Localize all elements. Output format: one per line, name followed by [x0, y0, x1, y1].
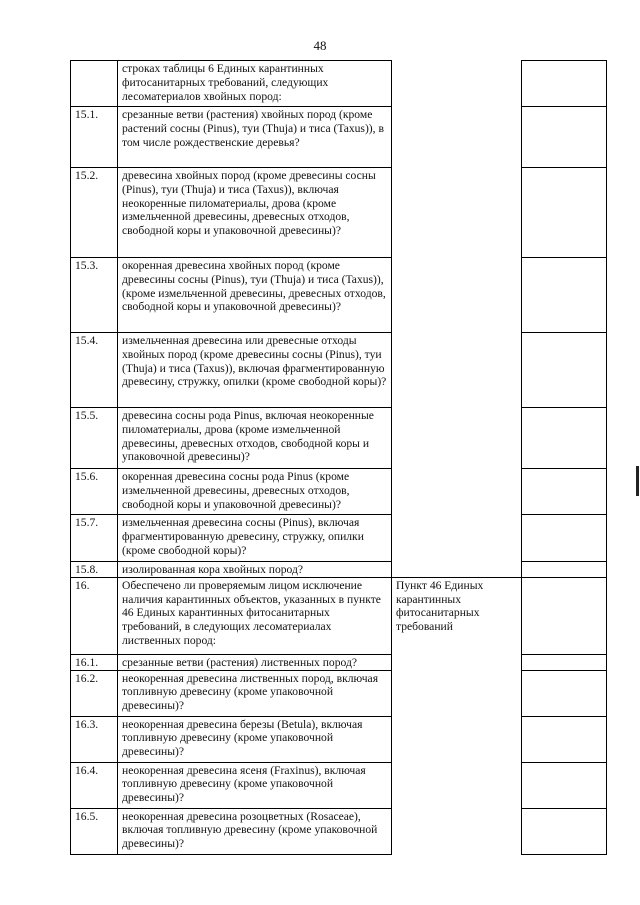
answer-cell	[522, 61, 607, 107]
item-question: древесина хвойных пород (кроме древесины сосны (Pinus), туи (Thuja) и тиса (Taxus)), включая неокоренные пиломатериалы, дрова (кроме измельченной древесины, древесных отходов, свободной коры и упаковочной древесины)?	[118, 168, 392, 258]
legal-basis-cell	[392, 469, 522, 515]
item-number: 15.4.	[71, 333, 118, 408]
table-row	[71, 168, 607, 258]
item-question: неокоренная древесина лиственных пород, включая топливную древесину (кроме упаковочной древесины)?	[118, 670, 392, 716]
table-row	[71, 654, 607, 670]
table-row	[71, 562, 607, 578]
item-number: 16.5.	[71, 808, 118, 854]
margin-mark	[636, 466, 639, 496]
answer-cell	[522, 716, 607, 762]
table-row	[71, 670, 607, 716]
answer-cell	[522, 408, 607, 469]
table-body	[71, 61, 607, 855]
item-number: 16.1.	[71, 654, 118, 670]
item-number: 15.6.	[71, 469, 118, 515]
item-question: срезанные ветви (растения) хвойных пород (кроме растений сосны (Pinus), туи (Thuja) и тиса (Taxus)), в том числе рождественские деревья?	[118, 107, 392, 168]
legal-basis-cell	[392, 654, 522, 670]
answer-cell	[522, 670, 607, 716]
item-question: окоренная древесина сосны рода Pinus (кроме измельченной древесины, древесных отходов, свободной коры и упаковочной древесины)?	[118, 469, 392, 515]
item-number: 15.8.	[71, 562, 118, 578]
legal-basis-cell	[392, 408, 522, 469]
answer-cell	[522, 333, 607, 408]
answer-cell	[522, 515, 607, 562]
table-row	[71, 808, 607, 854]
table-row	[71, 716, 607, 762]
answer-cell	[522, 577, 607, 654]
table-row	[71, 408, 607, 469]
answer-cell	[522, 469, 607, 515]
legal-basis-cell	[392, 258, 522, 333]
legal-basis-cell	[392, 762, 522, 808]
item-question: неокоренная древесина розоцветных (Rosaceae), включая топливную древесину (кроме упаковочной древесины)?	[118, 808, 392, 854]
item-question: Обеспечено ли проверяемым лицом исключение наличия карантинных объектов, указанных в пункте 46 Единых карантинных фитосанитарных требований, в следующих лесоматериалах лиственных пород:	[118, 577, 392, 654]
item-question: неокоренная древесина ясеня (Fraxinus), включая топливную древесину (кроме упаковочной древесины)?	[118, 762, 392, 808]
legal-basis-cell	[392, 670, 522, 716]
legal-basis-cell	[392, 333, 522, 408]
answer-cell	[522, 168, 607, 258]
legal-basis-cell	[392, 168, 522, 258]
answer-cell	[522, 654, 607, 670]
table-row	[71, 762, 607, 808]
item-question: древесина сосны рода Pinus, включая неокоренные пиломатериалы, дрова (кроме измельченной древесины, древесных отходов, свободной коры и упаковочной древесины)?	[118, 408, 392, 469]
item-question: окоренная древесина хвойных пород (кроме древесины сосны (Pinus), туи (Thuja) и тиса (Taxus)), (кроме измельченной древесины, древесных отходов, свободной коры и упаковочной древесины)?	[118, 258, 392, 333]
answer-cell	[522, 808, 607, 854]
item-number: 15.7.	[71, 515, 118, 562]
legal-basis-cell	[392, 107, 522, 168]
legal-basis-cell	[392, 61, 522, 107]
item-question: срезанные ветви (растения) лиственных пород?	[118, 654, 392, 670]
legal-basis-cell: Пункт 46 Единых карантинных фитосанитарных требований	[392, 577, 522, 654]
item-number: 16.	[71, 577, 118, 654]
item-question: строках таблицы 6 Единых карантинных фитосанитарных требований, следующих лесоматериалов хвойных пород:	[118, 61, 392, 107]
item-question: измельченная древесина сосны (Pinus), включая фрагментированную древесину, стружку, опилки (кроме свободной коры)?	[118, 515, 392, 562]
item-question: изолированная кора хвойных пород?	[118, 562, 392, 578]
page-number: 48	[313, 38, 327, 53]
table-row	[71, 107, 607, 168]
table-row	[71, 577, 607, 654]
legal-basis-cell	[392, 808, 522, 854]
legal-basis-cell	[392, 515, 522, 562]
item-number: 15.1.	[71, 107, 118, 168]
legal-basis-cell	[392, 716, 522, 762]
legal-basis-cell	[392, 562, 522, 578]
item-number: 15.3.	[71, 258, 118, 333]
item-number: 15.5.	[71, 408, 118, 469]
requirements-table	[70, 60, 607, 855]
item-number: 16.4.	[71, 762, 118, 808]
table-row	[71, 258, 607, 333]
item-number: 16.3.	[71, 716, 118, 762]
table-row	[71, 61, 607, 107]
answer-cell	[522, 107, 607, 168]
table-row	[71, 515, 607, 562]
item-number	[71, 61, 118, 107]
table-row	[71, 333, 607, 408]
item-number: 16.2.	[71, 670, 118, 716]
item-number: 15.2.	[71, 168, 118, 258]
answer-cell	[522, 258, 607, 333]
table-row	[71, 469, 607, 515]
item-question: измельченная древесина или древесные отходы хвойных пород (кроме древесины сосны (Pinus), туи (Thuja) и тиса (Taxus)), включая фрагментированную древесину, стружку, опилки (кроме свободной коры)?	[118, 333, 392, 408]
item-question: неокоренная древесина березы (Betula), включая топливную древесину (кроме упаковочной древесины)?	[118, 716, 392, 762]
answer-cell	[522, 562, 607, 578]
answer-cell	[522, 762, 607, 808]
